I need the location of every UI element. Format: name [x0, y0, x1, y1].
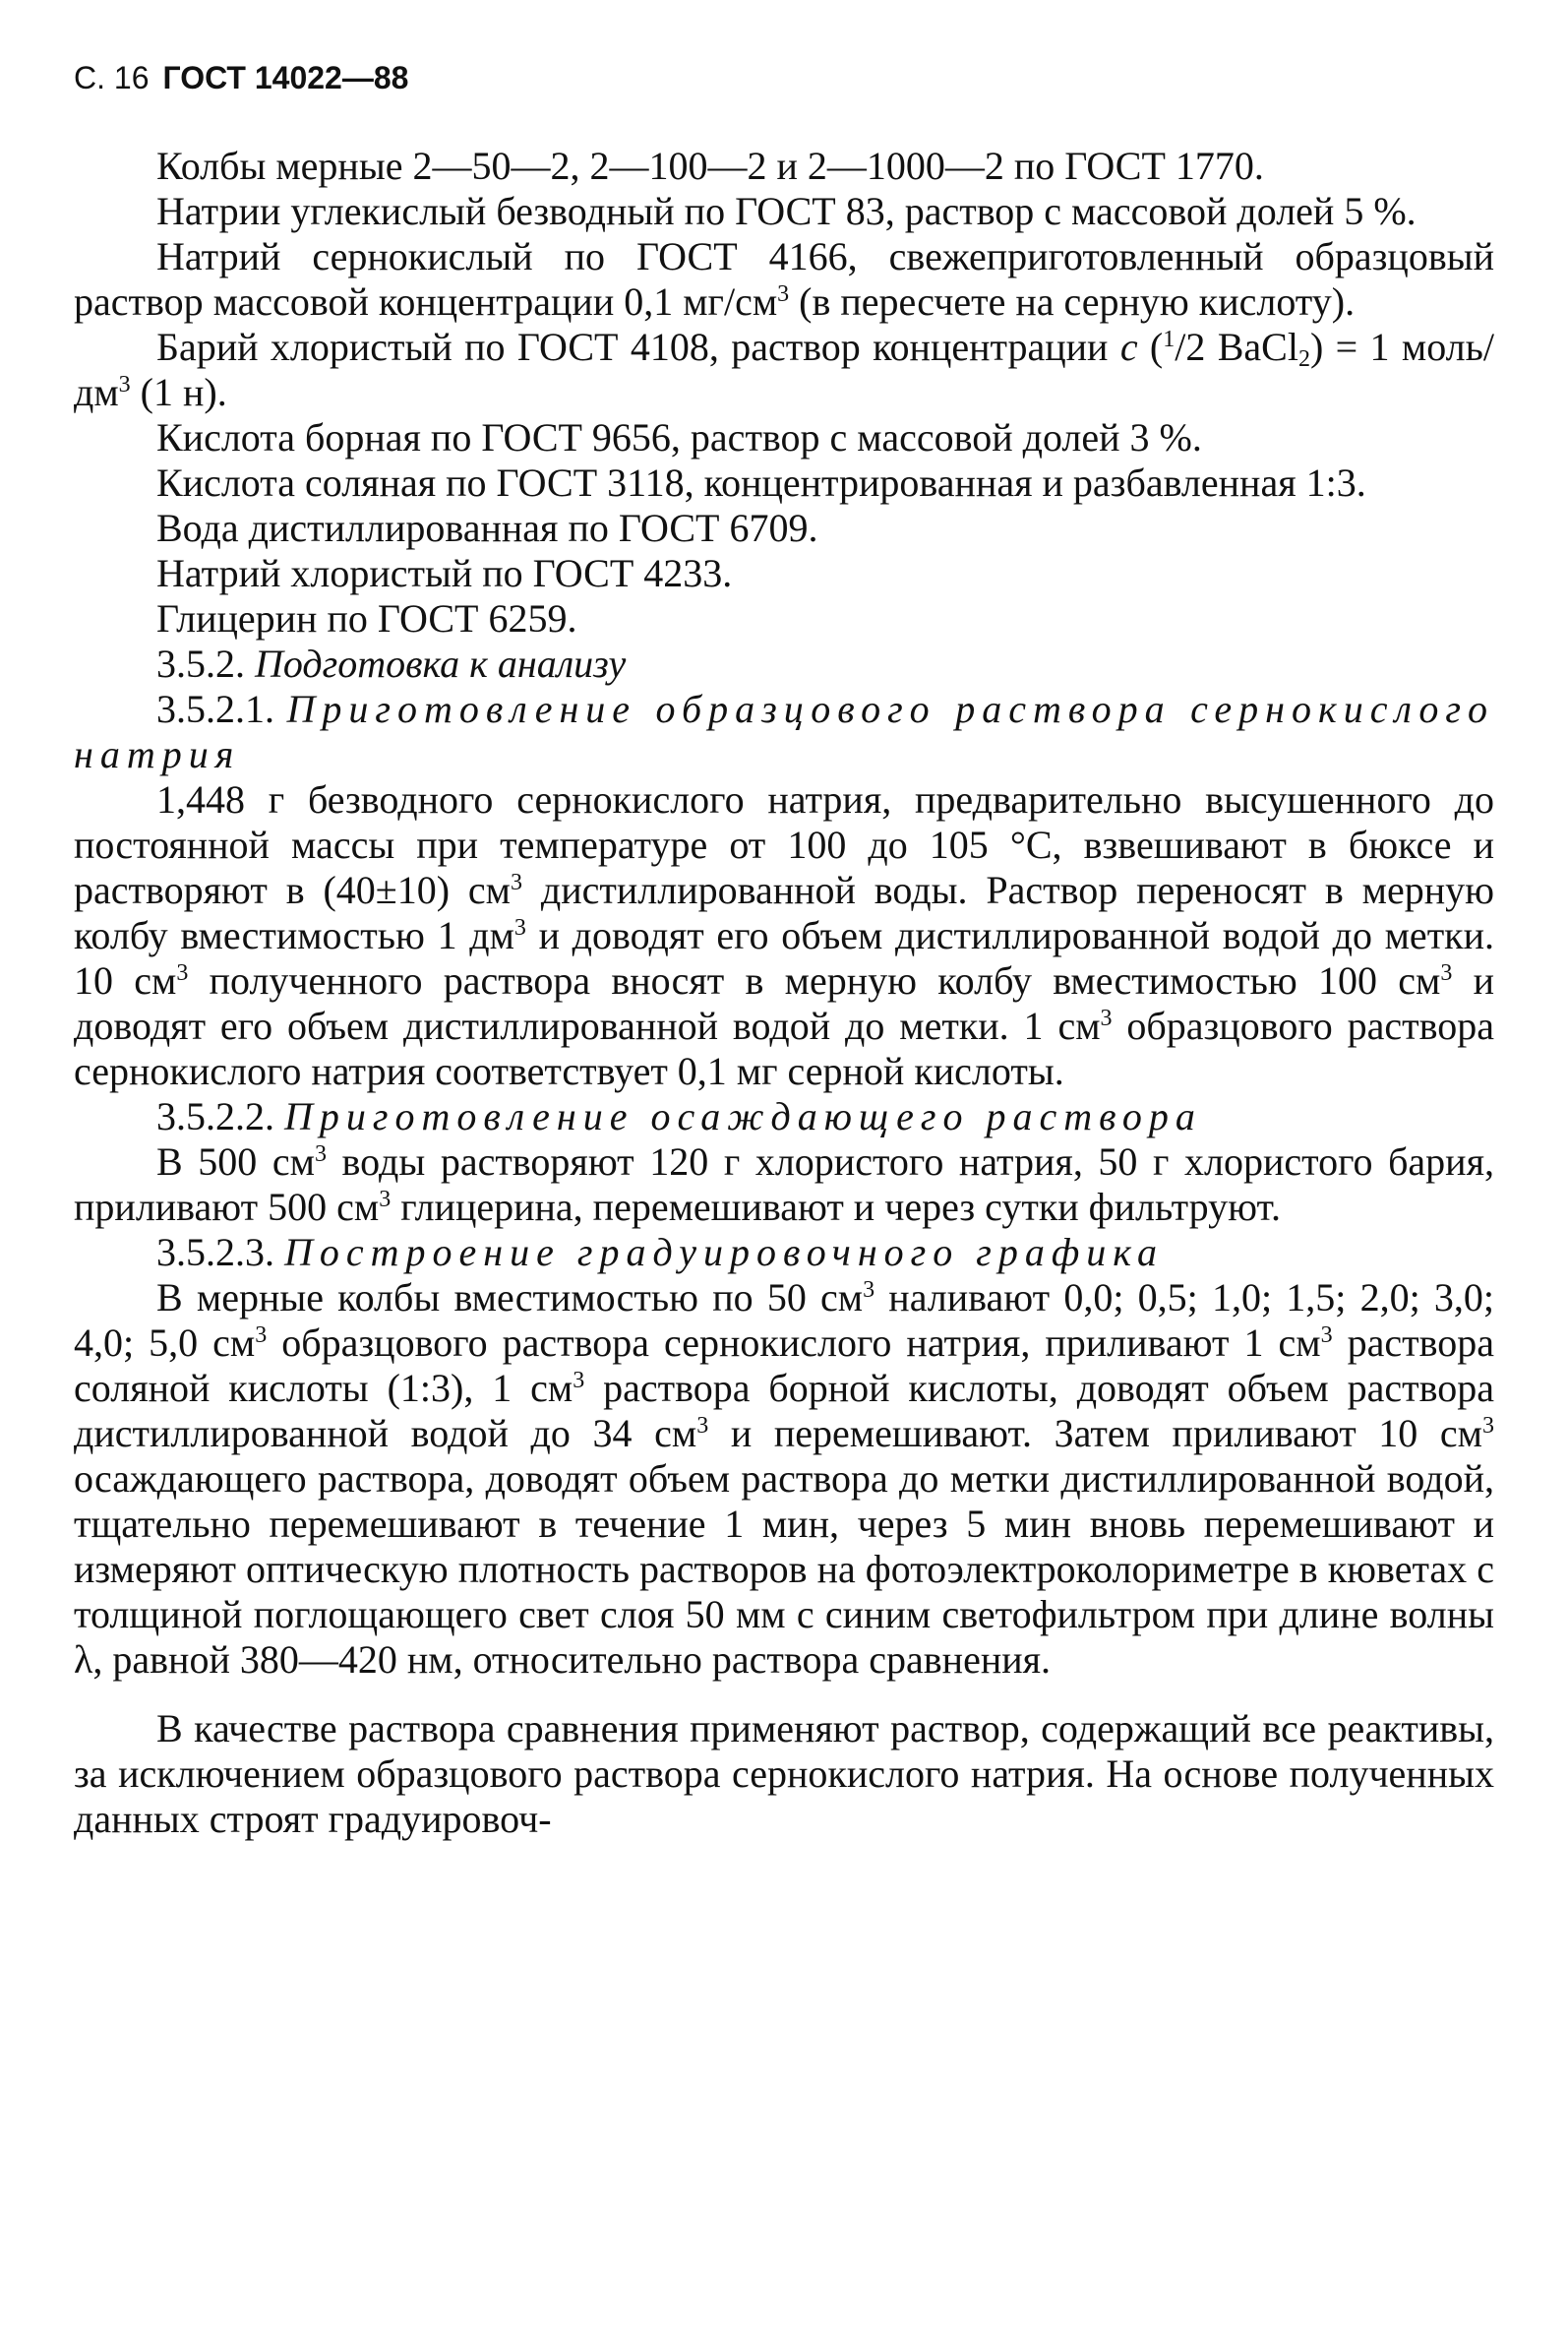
page-number: С. 16: [74, 60, 150, 95]
page-header: [74, 59, 1494, 96]
section-heading-3-5-2-1: 3.5.2.1. Приготовление образцового раствора сернокислого натрия: [74, 687, 1494, 776]
section-heading-3-5-2: 3.5.2. Подготовка к анализу: [156, 642, 627, 686]
reagent-sodium-chloride: Натрий хлористый по ГОСТ 4233.: [156, 551, 733, 595]
reagent-barium-chloride: Барий хлористый по ГОСТ 4108, раствор концентрации с ($^1$/2 BaCl$_2$) = 1 моль/$дм^3$ (1 н).: [74, 325, 1494, 414]
section-body-3-5-2-1: 1,448 г безводного сернокислого натрия, предварительно высушенного до постоянной массы при температуре от 100 до 105 °С, взвешивают в бюксе и растворяют в (40±10) $см^3$ дистиллированной воды. Раствор переносят в мерную колбу вместимостью 1 $дм^3$ и доводят его объем дистиллированной водой до метки. 10 $см^3$ полученного раствора вносят в мерную колбу вместимостью 100 $см^3$ и доводят его объем дистиллированной водой до метки. 1 $см^3$ образцового раствора сернокислого натрия соответствует 0,1 мг серной кислоты.: [74, 777, 1495, 1093]
reagent-distilled-water: Вода дистиллированная по ГОСТ 6709.: [156, 506, 818, 550]
section-body-3-5-2-3: В мерные колбы вместимостью по 50 $см^3$ наливают 0,0; 0,5; 1,0; 1,5; 2,0; 3,0; 4,0; 5,0 $см^3$ образцового раствора сернокислого натрия, приливают 1 $см^3$ раствора соляной кислоты (1:3), 1 $см^3$ раствора борной кислоты, доводят объем раствора дистиллированной водой до 34 $см^3$ и перемешивают. Затем приливают 10 $см^3$ осаждающего раствора, доводят объем раствора до метки дистиллированной водой, тщательно перемешивают в течение 1 мин, через 5 мин вновь перемешивают и измеряют оптическую плотность растворов на фотоэлектроколориметре в кюветах с толщиной поглощающего свет слоя 50 мм с синим светофильтром при длине волны λ, равной 380—420 нм, относительно раствора сравнения.: [74, 1275, 1495, 1682]
reagent-flasks: Колбы мерные 2—50—2, 2—100—2 и 2—1000—2 по ГОСТ 1770.: [156, 144, 1264, 188]
reagent-glycerin: Глицерин по ГОСТ 6259.: [156, 596, 577, 641]
reagent-hydrochloric-acid: Кислота соляная по ГОСТ 3118, концентрированная и разбавленная 1:3.: [156, 460, 1366, 505]
reagent-boric-acid: Кислота борная по ГОСТ 9656, раствор с массовой долей 3 %.: [156, 415, 1202, 460]
section-heading-3-5-2-3: 3.5.2.3. Построение градуировочного графика: [156, 1230, 1164, 1274]
reagent-sodium-sulfate: Натрий сернокислый по ГОСТ 4166, свежеприготовленный образцовый раствор массовой концентрации 0,1 $мг/см^3$ (в пересчете на серную кислоту).: [74, 234, 1494, 324]
section-body-3-5-2-2: В 500 $см^3$ воды растворяют 120 г хлористого натрия, 50 г хлористого бария, приливают 500 $см^3$ глицерина, перемешивают и через сутки фильтруют.: [74, 1139, 1494, 1229]
section-heading-3-5-2-2: 3.5.2.2. Приготовление осаждающего раствора: [156, 1094, 1202, 1138]
standard-number: ГОСТ 14022—88: [162, 60, 409, 95]
reagent-sodium-carbonate: Натрии углекислый безводный по ГОСТ 83, раствор с массовой долей 5 %.: [156, 189, 1417, 233]
closing-paragraph: В качестве раствора сравнения применяют раствор, содержащий все реактивы, за исключением образцового раствора сернокислого натрия. На основе полученных данных строят градуировоч-: [74, 1706, 1494, 1841]
